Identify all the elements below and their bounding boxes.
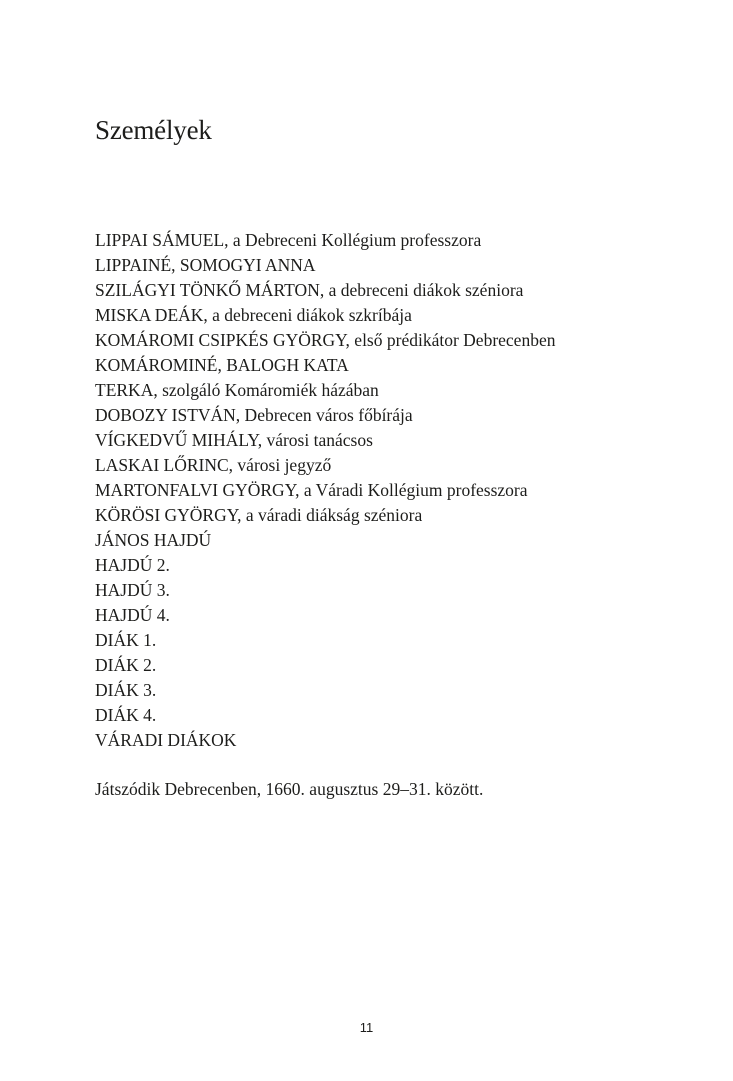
cast-list	[95, 228, 555, 753]
cast-item: TERKA, szolgáló Komáromiék házában	[95, 380, 379, 400]
cast-item: VÍGKEDVŰ MIHÁLY, városi tanácsos	[95, 430, 373, 450]
page-number: 11	[359, 1020, 374, 1035]
cast-item: HAJDÚ 4.	[95, 605, 170, 625]
cast-item: KÖRÖSI GYÖRGY, a váradi diákság széniora	[95, 505, 423, 525]
cast-item: MISKA DEÁK, a debreceni diákok szkríbája	[95, 305, 412, 325]
cast-item: DIÁK 3.	[95, 680, 157, 700]
cast-item: JÁNOS HAJDÚ	[95, 530, 212, 550]
cast-item: KOMÁROMINÉ, BALOGH KATA	[95, 355, 349, 375]
setting-note: Játszódik Debrecenben, 1660. augusztus 29–31. között.	[95, 779, 484, 799]
cast-item: DOBOZY ISTVÁN, Debrecen város főbírája	[95, 405, 413, 425]
cast-item: LIPPAI SÁMUEL, a Debreceni Kollégium professzora	[95, 230, 482, 250]
cast-item: SZILÁGYI TÖNKŐ MÁRTON, a debreceni diákok széniora	[95, 280, 524, 300]
cast-item: KOMÁROMI CSIPKÉS GYÖRGY, első prédikátor Debrecenben	[95, 330, 556, 350]
cast-item: HAJDÚ 2.	[95, 555, 170, 575]
cast-item: DIÁK 1.	[95, 630, 157, 650]
cast-item: LIPPAINÉ, SOMOGYI ANNA	[95, 255, 316, 275]
cast-item: MARTONFALVI GYÖRGY, a Váradi Kollégium professzora	[95, 480, 528, 500]
cast-item: DIÁK 2.	[95, 655, 157, 675]
cast-item: LASKAI LŐRINC, városi jegyző	[95, 455, 332, 475]
cast-item: VÁRADI DIÁKOK	[95, 730, 237, 750]
cast-item: HAJDÚ 3.	[95, 580, 170, 600]
cast-item: DIÁK 4.	[95, 705, 157, 725]
page-title: Személyek	[95, 115, 212, 145]
